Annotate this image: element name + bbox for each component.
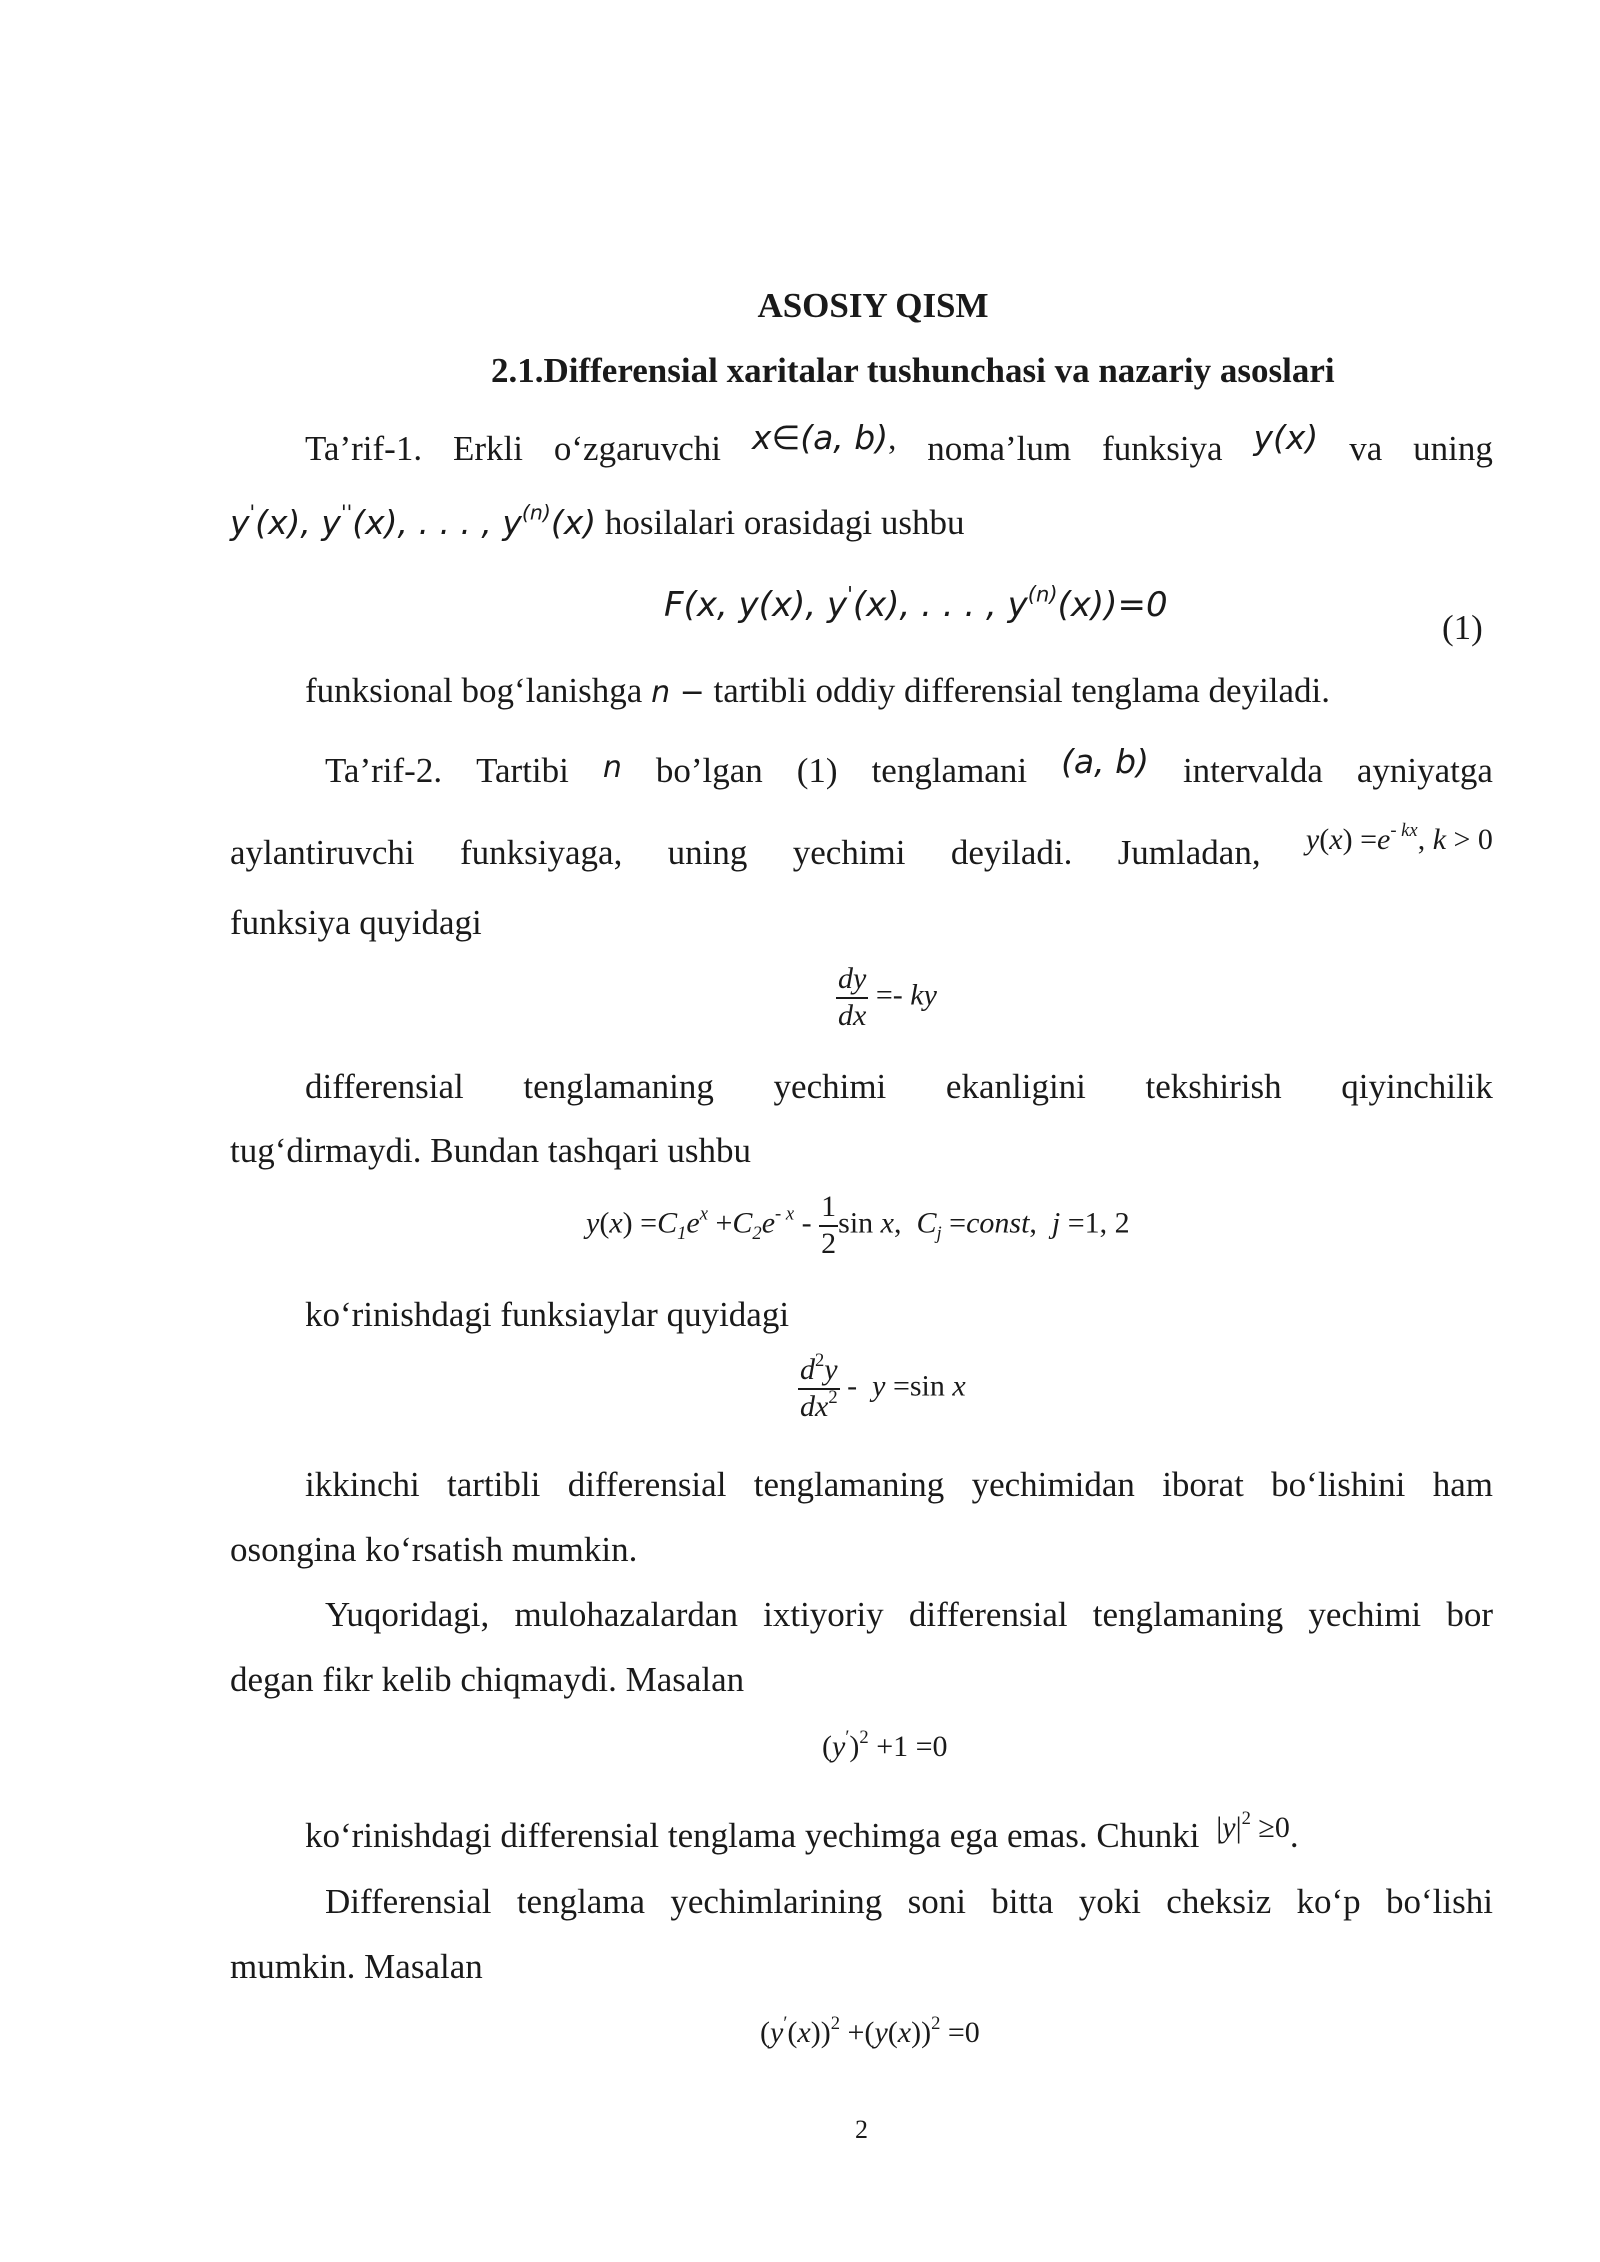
word: ekanligini [945,1067,1086,1106]
word: Jumladan, [1117,833,1261,872]
word: funksiyaga, [460,833,623,872]
def1-word: Erkli [452,429,523,468]
formula-interval-ab: (a, b) [1061,742,1149,781]
def2-word: ayniyatga [1356,751,1493,790]
text: ko‘rinishdagi differensial tenglama yechimga ega emas. Chunki [305,1816,1200,1855]
page-number: 2 [855,2115,868,2144]
def1-word: noma’lum [927,429,1072,468]
line-differensial-tenglama [325,1881,1493,1923]
word: aylantiruvchi [230,833,415,872]
word: uning [667,833,748,872]
def1-word: o‘zgaruvchi [553,429,722,468]
equation-no-solution: $(y')^2 +1 =0$ [822,1726,948,1763]
equation-1: F(x, y(x), y'(x), . . . , $y^{(n)}(x))=0$ [664,581,1168,625]
word: mulohazalardan [514,1595,738,1634]
line-yuqoridagi [325,1594,1493,1636]
def1-word: uning [1413,429,1493,468]
text: funksional bog‘lanishga [305,671,643,710]
line-aylantiruvchi [230,819,1493,874]
word: tartibli [447,1465,541,1504]
word: ham [1432,1465,1493,1504]
line-korinishdagi-funksiaylar: ko‘rinishdagi funksiaylar quyidagi [305,1295,790,1334]
line-differensial [305,1066,1493,1108]
word: Yuqoridagi, [325,1595,490,1634]
word: tenglamaning [753,1465,945,1504]
def1-word: va [1349,429,1383,468]
word: deyiladi. [950,833,1073,872]
word: yechimidan [971,1465,1135,1504]
line-korinishdagi-diff: ko‘rinishdagi differensial tenglama yechimga ega emas. Chunki $|y|^2 \ge 0$. [305,1807,1299,1855]
definition-2-line-1 [325,742,1493,792]
fraction-d2y-dx2: $\frac{d^2y}{dx^2}$ [800,1349,838,1423]
definition-1-line-1 [305,418,1493,470]
word: yoki [1078,1882,1141,1921]
fraction-dy-dx: $\frac{dy}{dx}$ [838,962,867,1032]
word: iborat [1162,1465,1244,1504]
line-tugdirmaydi: tug‘dirmaydi. Bundan tashqari ushbu [230,1131,752,1170]
definition-1-line-2 [230,502,965,544]
word: differensial [567,1465,727,1504]
formula-y-of-x: y(x) [1253,418,1319,457]
formula-n: n [602,750,622,785]
line-funksional [305,670,1330,712]
word: ixtiyoriy [763,1595,884,1634]
word: differensial [305,1067,464,1106]
word: bitta [991,1882,1054,1921]
line-degan: degan fikr kelib chiqmaydi. Masalan [230,1660,745,1699]
section-title: ASOSIY QISM [757,286,989,325]
word: ko‘p [1296,1882,1361,1921]
formula-y-e-kx: $y(x) =e^{- kx}$, k > 0 [1305,819,1493,856]
word: tenglamaning [523,1067,714,1106]
line-mumkin: mumkin. Masalan [230,1947,483,1986]
word: ikkinchi [305,1465,420,1504]
word: bor [1446,1595,1493,1634]
equation-general-solution: $y(x) =C_1e^x +C_2e^{- x}$ - $\frac{1}{2}$ sin x, $C_j$ =const, j =1, 2 [586,1190,1130,1260]
line-osongina: osongina ko‘rsatish mumkin. [230,1530,638,1569]
word: cheksiz [1166,1882,1272,1921]
def2-word: Ta’rif-2. [325,751,443,790]
word: tenglamaning [1092,1595,1284,1634]
def2-word: (1) [796,751,838,790]
formula-derivatives-list: y'(x), y''(x), . . . , $y^{(n)}(x)$ [230,500,597,542]
word: soni [907,1882,966,1921]
def1-word: funksiya [1102,429,1223,468]
word: differensial [908,1595,1068,1634]
subsection-title: 2.1.Differensial xaritalar tushunchasi va nazariy asoslari [491,351,1335,390]
word: yechimi [1308,1595,1422,1634]
line-ikkinchi [305,1464,1493,1506]
def1-line2-tail: hosilalari orasidagi ushbu [604,503,965,542]
word: bo‘lishi [1385,1882,1493,1921]
word: yechimi [773,1067,887,1106]
def2-word: Tartibi [476,751,569,790]
word: yechimi [792,833,906,872]
formula-abs-y-sq: $|y|^2 \ge 0$ [1216,1807,1290,1844]
equation-second-order: $\frac{d^2y}{dx^2}$ - y =sin x [800,1349,966,1423]
equation-trivial-solution: $(y'(x))^2 +(y(x))^2 =0$ [760,2012,980,2049]
word: qiyinchilik [1341,1067,1493,1106]
def2-word: tenglamani [871,751,1028,790]
line-funksiya-quyidagi: funksiya quyidagi [230,903,482,942]
word: bo‘lishini [1271,1465,1406,1504]
equation-dy-dx: $\frac{dy}{dx}$ =- ky [838,962,937,1032]
equation-number: (1) [1442,608,1483,647]
def2-word: intervalda [1182,751,1323,790]
def2-word: bo’lgan [655,751,763,790]
fraction-one-half: $\frac{1}{2}$ [821,1190,837,1260]
formula-n-dash: n − [651,675,705,710]
word: Differensial [325,1882,492,1921]
text: tartibli oddiy differensial tenglama deyiladi. [713,671,1331,710]
word: tenglama [516,1882,646,1921]
formula-x-in-ab: x∈(a, b), [751,418,897,457]
word: tekshirish [1145,1067,1282,1106]
word: yechimlarining [670,1882,883,1921]
def1-word: Ta’rif-1. [305,429,423,468]
